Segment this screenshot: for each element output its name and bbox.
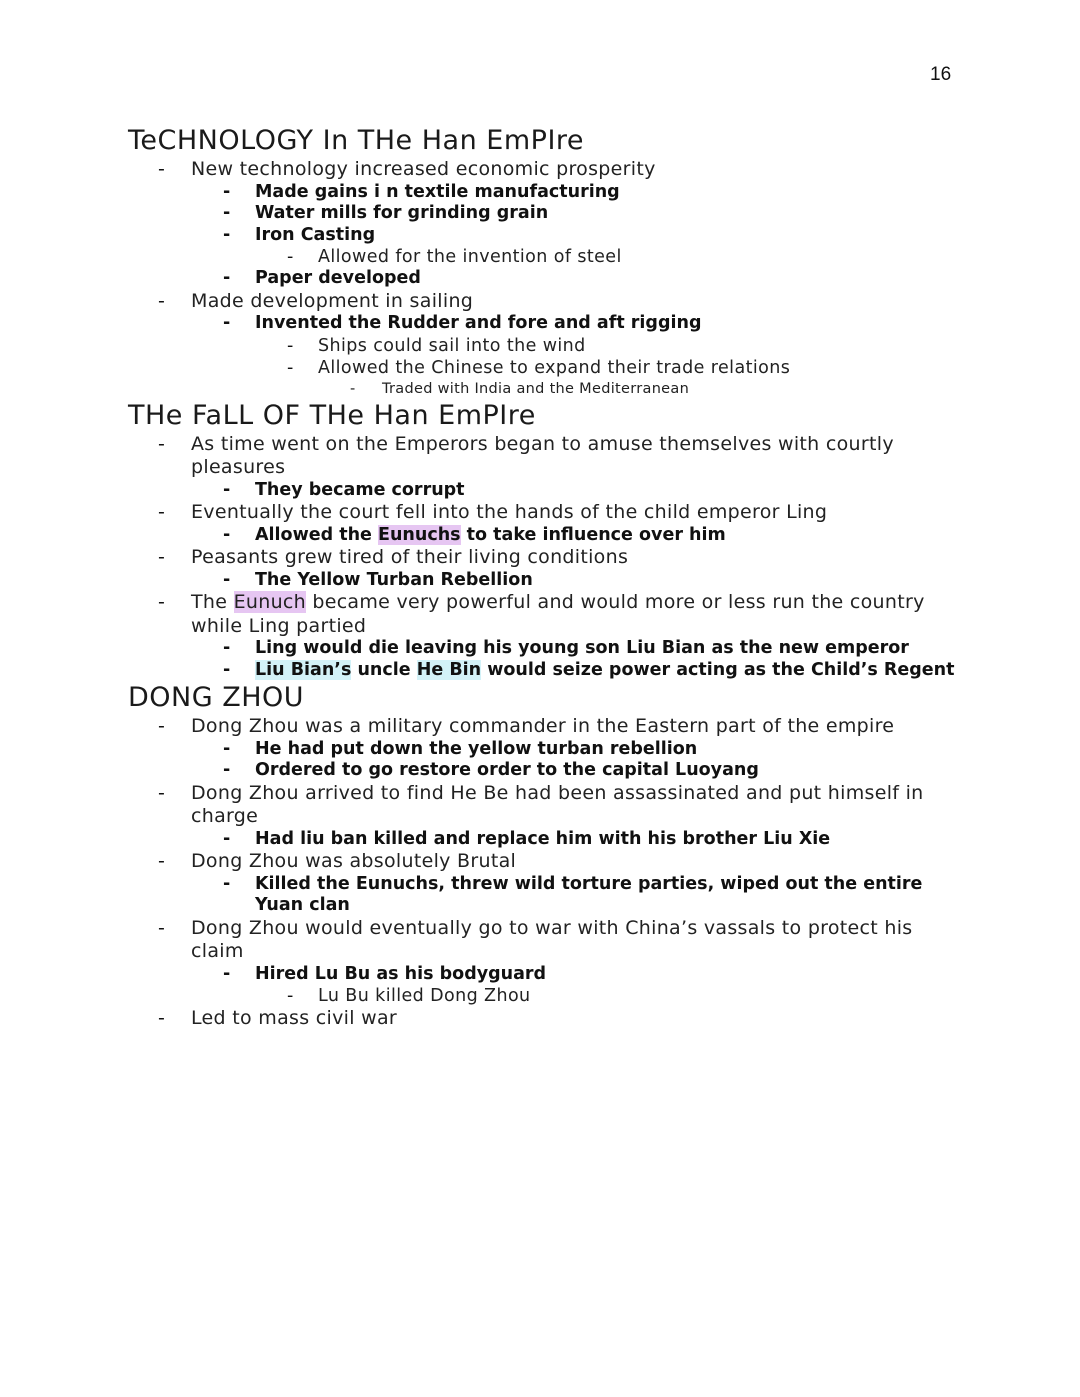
list-item: - Allowed for the invention of steel: [287, 247, 622, 267]
list-item: - New technology increased economic prosperity: [158, 158, 656, 180]
page-number: 16: [930, 64, 952, 85]
section-heading-technology: TeCHNOLOGY In THe Han EmPIre: [128, 125, 585, 156]
list-item: - Liu Bian’s uncle He Bin would seize power acting as the Child’s Regent: [223, 659, 955, 680]
list-item: - The Eunuch became very powerful and would more or less run the country while Ling partied: [158, 591, 925, 637]
list-item: - Hired Lu Bu as his bodyguard: [223, 963, 547, 984]
section-heading-fall: THe FaLL OF THe Han EmPIre: [128, 399, 536, 431]
list-item: - Water mills for grinding grain: [223, 203, 549, 223]
list-item: - The Yellow Turban Rebellion: [223, 569, 533, 590]
highlight-liu-bian: Liu Bian’s: [255, 659, 352, 680]
highlight-eunuchs: Eunuchs: [378, 524, 461, 545]
list-item: - Iron Casting: [223, 224, 376, 245]
list-item: - Made gains i n textile manufacturing: [223, 181, 620, 202]
list-item: - He had put down the yellow turban rebellion: [223, 738, 698, 759]
document-body: [128, 124, 1028, 1031]
list-item: - Allowed the Eunuchs to take influence over him: [223, 524, 726, 545]
list-item: - Ordered to go restore order to the capital Luoyang: [223, 760, 759, 780]
list-item: - Led to mass civil war: [158, 1007, 398, 1029]
list-item: - Paper developed: [223, 268, 421, 288]
list-item: - Dong Zhou was absolutely Brutal: [158, 850, 517, 872]
list-item: - They became corrupt: [223, 479, 465, 500]
highlight-he-bin: He Bin: [416, 659, 482, 680]
list-item: - Dong Zhou arrived to find He Be had been assassinated and put himself in charge: [158, 781, 924, 827]
list-item: - As time went on the Emperors began to amuse themselves with courtly pleasures: [158, 432, 894, 478]
list-item: - Killed the Eunuchs, threw wild torture parties, wiped out the entire Yuan clan: [223, 873, 923, 915]
list-item: - Lu Bu killed Dong Zhou: [287, 986, 531, 1006]
list-item: - Had liu ban killed and replace him with his brother Liu Xie: [223, 828, 831, 849]
bullet-dash: -: [158, 158, 166, 180]
section-heading-dong-zhou: DONG ZHOU: [128, 682, 305, 713]
list-item: - Ling would die leaving his young son Liu Bian as the new emperor: [223, 638, 909, 658]
list-item: - Dong Zhou was a military commander in the Eastern part of the empire: [158, 715, 895, 737]
list-item: - Allowed the Chinese to expand their trade relations: [287, 357, 791, 378]
list-item: - Made development in sailing: [158, 289, 474, 312]
list-item: - Peasants grew tired of their living conditions: [158, 546, 629, 568]
list-item: - Invented the Rudder and fore and aft rigging: [223, 313, 702, 333]
list-item: - Eventually the court fell into the hands of the child emperor Ling: [158, 501, 828, 523]
list-item: - Ships could sail into the wind: [287, 335, 586, 356]
list-item: - Dong Zhou would eventually go to war with China’s vassals to protect his claim: [158, 916, 913, 962]
highlight-eunuch: Eunuch: [233, 591, 306, 613]
list-item: - Traded with India and the Mediterranean: [350, 380, 690, 397]
